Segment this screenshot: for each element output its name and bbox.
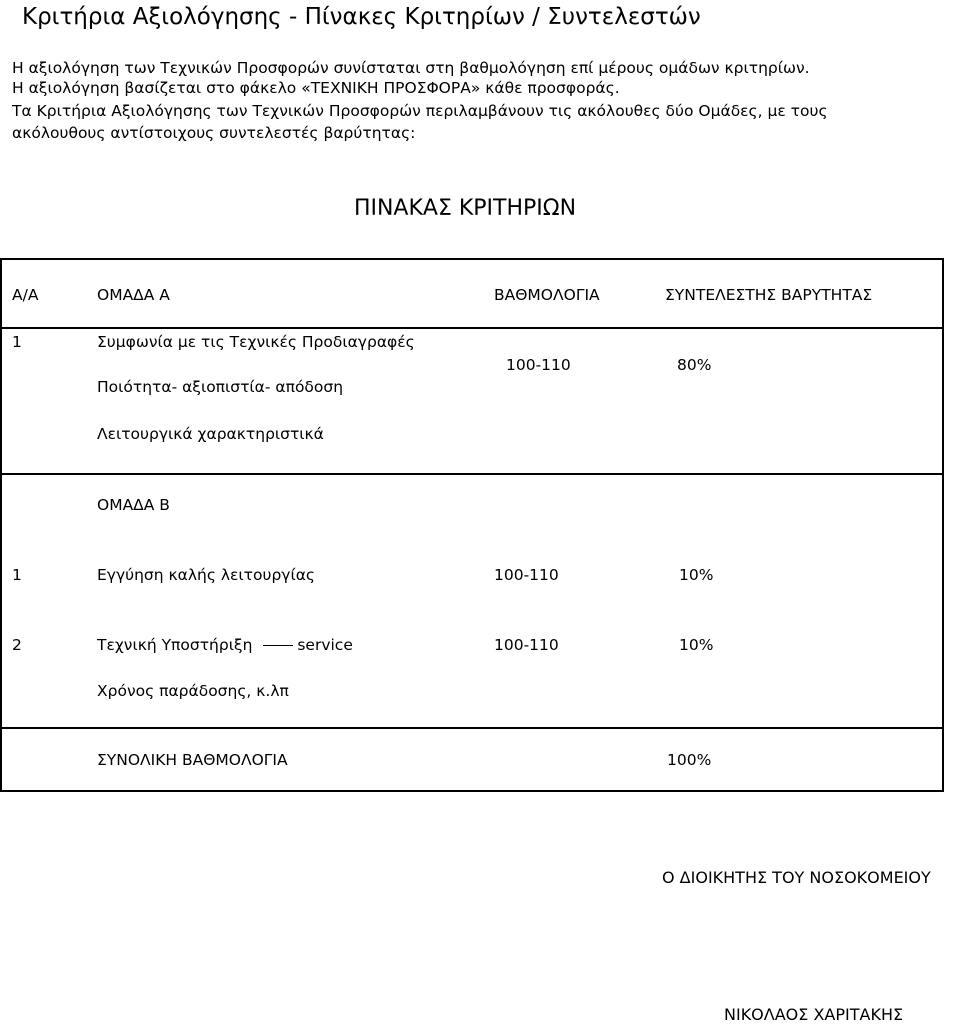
signature-role: Ο ΔΙΟΙΚΗΤΗΣ ΤΟΥ ΝΟΣΟΚΟΜΕΙΟΥ — [662, 868, 931, 887]
group-b-row-2-criterion-1 — [97, 636, 353, 654]
group-b-row-1-criterion: Εγγύηση καλής λειτουργίας — [97, 566, 316, 584]
header-group-a: ΟΜΑΔΑ Α — [97, 286, 170, 304]
group-a-criterion-1: Συμφωνία με τις Τεχνικές Προδιαγραφές — [97, 333, 415, 351]
table-heading: ΠΙΝΑΚΑΣ ΚΡΙΤΗΡΙΩΝ — [353, 196, 577, 221]
group-a-weight: 80% — [677, 356, 712, 374]
header-aa: Α/Α — [12, 286, 39, 304]
group-a-score: 100-110 — [506, 356, 571, 374]
group-b-row-2-criterion-main: Τεχνική Υποστήριξη — [97, 636, 253, 654]
dash-separator — [263, 645, 293, 647]
intro-line-4: ακόλουθους αντίστοιχους συντελεστές βαρύτητας: — [12, 124, 416, 142]
header-weight: ΣΥΝΤΕΛΕΣΤΗΣ ΒΑΡΥΤΗΤΑΣ — [665, 286, 873, 304]
table-border-right — [942, 258, 944, 791]
group-b-label: ΟΜΑΔΑ Β — [97, 496, 170, 514]
group-b-row-2-criterion-2: Χρόνος παράδοσης, κ.λπ — [97, 682, 289, 700]
group-a-criterion-3: Λειτουργικά χαρακτηριστικά — [97, 425, 324, 443]
total-weight: 100% — [667, 751, 712, 769]
group-b-row-1-weight: 10% — [679, 566, 714, 584]
table-border-bottom — [0, 790, 944, 792]
group-b-row-2-weight: 10% — [679, 636, 714, 654]
group-b-row-2-score: 100-110 — [494, 636, 559, 654]
header-score: ΒΑΘΜΟΛΟΓΙΑ — [494, 286, 600, 304]
group-b-row-2-num: 2 — [12, 636, 22, 654]
group-b-row-1-score: 100-110 — [494, 566, 559, 584]
table-divider-group-b — [0, 727, 944, 729]
page-title: Κριτήρια Αξιολόγησης - Πίνακες Κριτηρίων / Συντελεστών — [22, 4, 701, 30]
group-b-row-2-criterion-service: service — [297, 636, 353, 654]
group-a-num: 1 — [12, 333, 22, 351]
group-a-criterion-2: Ποιότητα- αξιοπιστία- απόδοση — [97, 378, 344, 396]
table-border-left — [0, 258, 2, 791]
table-divider-group-a — [0, 473, 944, 475]
group-b-row-1-num: 1 — [12, 566, 22, 584]
table-border-top — [0, 258, 944, 260]
signature-name: ΝΙΚΟΛΑΟΣ ΧΑΡΙΤΑΚΗΣ — [724, 1005, 904, 1024]
total-label: ΣΥΝΟΛΙΚΗ ΒΑΘΜΟΛΟΓΙΑ — [97, 751, 288, 769]
intro-line-3: Τα Κριτήρια Αξιολόγησης των Τεχνικών Προσφορών περιλαμβάνουν τις ακόλουθες δύο Ομάδες, με τους — [12, 102, 828, 120]
table-divider-header — [0, 327, 944, 329]
intro-line-2: Η αξιολόγηση βασίζεται στο φάκελο «ΤΕΧΝΙΚΗ ΠΡΟΣΦΟΡΑ» κάθε προσφοράς. — [12, 79, 620, 97]
intro-line-1: Η αξιολόγηση των Τεχνικών Προσφορών συνίσταται στη βαθμολόγηση επί μέρους ομάδων κριτηρίων. — [12, 59, 810, 77]
